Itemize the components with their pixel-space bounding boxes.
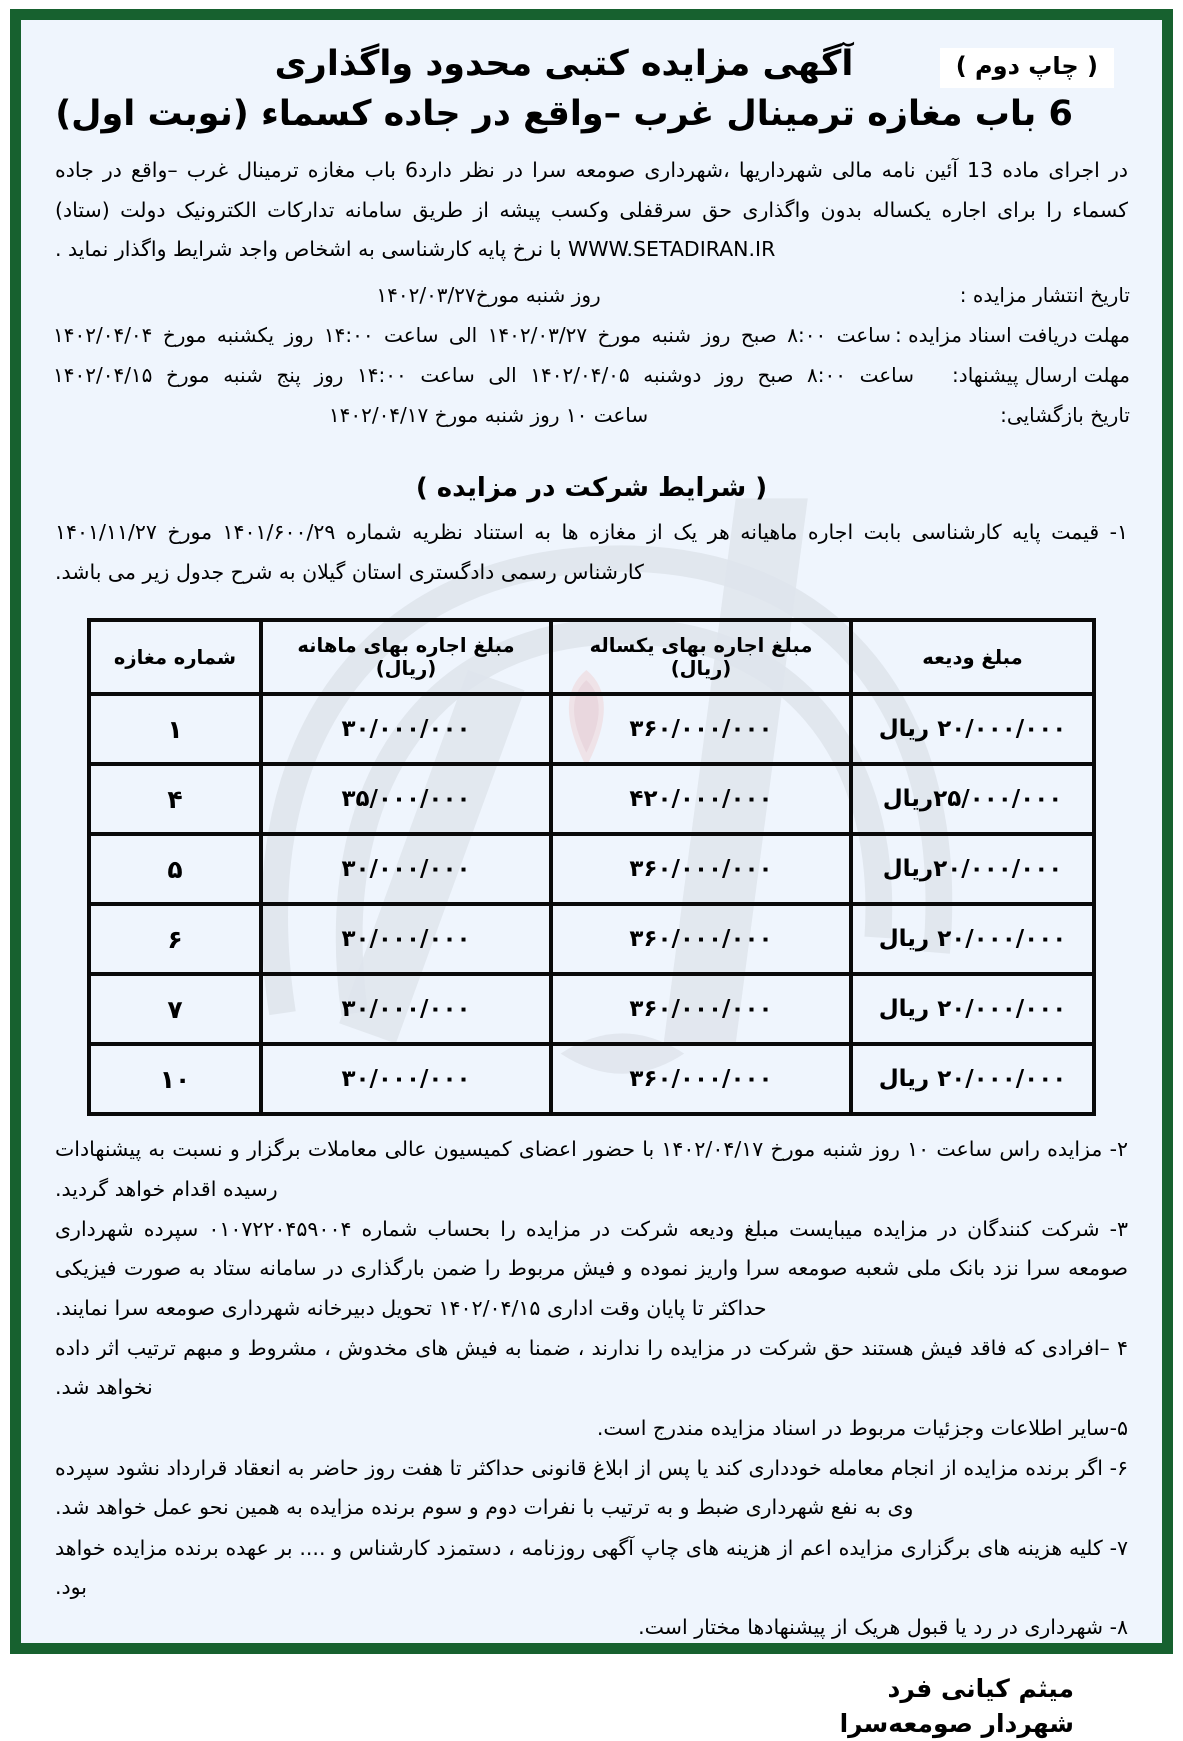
table-row bbox=[89, 694, 1094, 764]
signature-name: میثم کیانی فرد bbox=[887, 1673, 1074, 1703]
cell-yearly: ۳۶۰/۰۰۰/۰۰۰ bbox=[551, 694, 851, 764]
cell-shop: ۷ bbox=[89, 974, 261, 1044]
date-row-submit bbox=[53, 355, 1130, 395]
col-header-monthly: مبلغ اجاره بهای ماهانه (ریال) bbox=[261, 620, 551, 694]
price-table bbox=[87, 618, 1096, 1116]
clause-8: ۸- شهرداری در رد یا قبول هریک از پیشنهادها مختار است. bbox=[638, 1615, 1128, 1640]
conditions-title: ( شرایط شرکت در مزایده ) bbox=[415, 473, 768, 504]
page-header bbox=[51, 30, 1132, 143]
clause-3: ۳- شرکت کنندگان در مزایده میبایست مبلغ ودیعه شرکت در مزایده را بحساب شماره ۰۱۰۷۲۲۰۴۵۹۰۰۴ سپرده شهرداری صومعه سرا نزد بانک ملی شعبه صومعه سرا واریز نموده و فیش مربوط را ضمن بارگذاری در سامانه ستاد به صورت فیزیکی حداکثر تا پایان وقت اداری ۱۴۰۲/۰۴/۱۵ تحویل دبیرخانه شهرداری صومعه سرا نمایند. bbox=[55, 1216, 1128, 1320]
cell-deposit: ۲۰/۰۰۰/۰۰۰ریال bbox=[851, 834, 1094, 904]
cell-monthly: ۳۰/۰۰۰/۰۰۰ bbox=[261, 1044, 551, 1114]
cell-monthly: ۳۰/۰۰۰/۰۰۰ bbox=[261, 834, 551, 904]
page-title-line1: آگهی مزایده کتبی محدود واگذاری bbox=[274, 44, 854, 84]
table-row bbox=[89, 1044, 1094, 1114]
cell-deposit: ۲۰/۰۰۰/۰۰۰ ریال bbox=[851, 904, 1094, 974]
table-row bbox=[89, 904, 1094, 974]
cell-shop: ۶ bbox=[89, 904, 261, 974]
signature-title: شهردار صومعه‌سرا bbox=[839, 1708, 1074, 1738]
clause-2: ۲- مزایده راس ساعت ۱۰ روز شنبه مورخ ۱۴۰۲/۰۴/۱۷ با حضور اعضای کمیسیون عالی معاملات برگزار و نسبت به پیشنهادات رسیده اقدام خواهد گردید. bbox=[55, 1137, 1128, 1201]
intro-paragraph: در اجرای ماده 13 آئین نامه مالی شهرداریها ،شهرداری صومعه سرا در نظر دارد6 باب مغازه ترمینال غرب –واقع در جاده کسماء را برای اجاره یکساله بدون واگذاری حق سرقفلی وکسب پیشه از طریق سامانه تدارکات الکترونیک دولت (ستاد) WWW.SETADIRAN.IR با نرخ پایه کارشناسی به اشخاص واجد شرایط واگذار نماید . bbox=[55, 158, 1128, 262]
cell-yearly: ۴۲۰/۰۰۰/۰۰۰ bbox=[551, 764, 851, 834]
col-header-shop: شماره مغازه bbox=[89, 620, 261, 694]
date-value-submit: ساعت ۸:۰۰ صبح روز دوشنبه ۱۴۰۲/۰۴/۰۵ الی ساعت ۱۴:۰۰ روز پنج شنبه مورخ ۱۴۰۲/۰۴/۱۵ bbox=[53, 363, 915, 388]
clause-6: ۶- اگر برنده مزایده از انجام معامله خودداری کند یا پس از ابلاغ قانونی حداکثر تا هفت روز حاضر به انعقاد قرارداد نشود سپرده وی به نفع شهرداری ضبط و به ترتیب با نفرات دوم و سوم برنده مزایده به همین نحو عمل خواهد شد. bbox=[55, 1456, 1128, 1520]
clause-4: ۴ –افرادی که فاقد فیش هستند حق شرکت در مزایده را ندارند ، ضمنا به فیش های مخدوش ، مشروط و مبهم ترتیب اثر داده نخواهد شد. bbox=[55, 1335, 1128, 1400]
cell-shop: ۵ bbox=[89, 834, 261, 904]
date-label-publish: تاریخ انتشار مزایده : bbox=[959, 283, 1130, 308]
cell-monthly: ۳۰/۰۰۰/۰۰۰ bbox=[261, 694, 551, 764]
clause-5: ۵-سایر اطلاعات وجزئیات مربوط در اسناد مزایده مندرج است. bbox=[596, 1415, 1128, 1440]
green-border-frame bbox=[10, 9, 1173, 1738]
cell-deposit: ۲۵/۰۰۰/۰۰۰ریال bbox=[851, 764, 1094, 834]
clause-1: ۱- قیمت پایه کارشناسی بابت اجاره ماهیانه هر یک از مغازه ها به استناد نظریه شماره ۱۴۰۱/۶۰۰/۲۹ مورخ ۱۴۰۱/۱۱/۲۷ کارشناس رسمی دادگستری استان گیلان به شرح جدول زیر می باشد. bbox=[55, 520, 1128, 584]
date-value-docs: ساعت ۸:۰۰ صبح روز شنبه مورخ ۱۴۰۲/۰۳/۲۷ الی ساعت ۱۴:۰۰ روز یکشنبه مورخ ۱۴۰۲/۰۴/۰۴ bbox=[53, 323, 892, 348]
table-row bbox=[89, 974, 1094, 1044]
cell-monthly: ۳۵/۰۰۰/۰۰۰ bbox=[261, 764, 551, 834]
signature-block bbox=[840, 1671, 1132, 1741]
cell-deposit: ۲۰/۰۰۰/۰۰۰ ریال bbox=[851, 974, 1094, 1044]
table-row bbox=[89, 764, 1094, 834]
table-row bbox=[89, 834, 1094, 904]
date-value-open: ساعت ۱۰ روز شنبه مورخ ۱۴۰۲/۰۴/۱۷ bbox=[328, 403, 649, 428]
date-label-open: تاریخ بازگشایی: bbox=[1000, 403, 1130, 428]
cell-yearly: ۳۶۰/۰۰۰/۰۰۰ bbox=[551, 974, 851, 1044]
cell-shop: ۴ bbox=[89, 764, 261, 834]
date-label-submit: مهلت ارسال پیشنهاد: bbox=[952, 363, 1130, 388]
cell-shop: ۱ bbox=[89, 694, 261, 764]
clause-7: ۷- کلیه هزینه های برگزاری مزایده اعم از هزینه های چاپ آگهی روزنامه ، دستمزد کارشناس و .... بر عهده برنده مزایده خواهد بود. bbox=[55, 1535, 1128, 1600]
dates-block bbox=[53, 275, 1130, 435]
date-row-open bbox=[53, 395, 1130, 435]
col-header-deposit: مبلغ ودیعه bbox=[851, 620, 1094, 694]
cell-monthly: ۳۰/۰۰۰/۰۰۰ bbox=[261, 974, 551, 1044]
date-row-publish bbox=[53, 275, 1130, 315]
edition-badge: ( چاپ دوم ) bbox=[940, 48, 1114, 88]
col-header-yearly: مبلغ اجاره بهای یکساله (ریال) bbox=[551, 620, 851, 694]
cell-deposit: ۲۰/۰۰۰/۰۰۰ ریال bbox=[851, 1044, 1094, 1114]
date-row-docs bbox=[53, 315, 1130, 355]
paper-sheet bbox=[25, 24, 1158, 1738]
page-title-line2: 6 باب مغازه ترمینال غرب –واقع در جاده کسماء (نوبت اول) bbox=[55, 93, 1073, 134]
cell-yearly: ۳۶۰/۰۰۰/۰۰۰ bbox=[551, 1044, 851, 1114]
cell-deposit: ۲۰/۰۰۰/۰۰۰ ریال bbox=[851, 694, 1094, 764]
cell-monthly: ۳۰/۰۰۰/۰۰۰ bbox=[261, 904, 551, 974]
cell-yearly: ۳۶۰/۰۰۰/۰۰۰ bbox=[551, 904, 851, 974]
date-label-docs: مهلت دریافت اسناد مزایده : bbox=[895, 323, 1130, 348]
date-value-publish: روز شنبه مورخ۱۴۰۲/۰۳/۲۷ bbox=[376, 283, 601, 308]
cell-yearly: ۳۶۰/۰۰۰/۰۰۰ bbox=[551, 834, 851, 904]
table-header-row bbox=[89, 620, 1094, 694]
cell-shop: ۱۰ bbox=[89, 1044, 261, 1114]
